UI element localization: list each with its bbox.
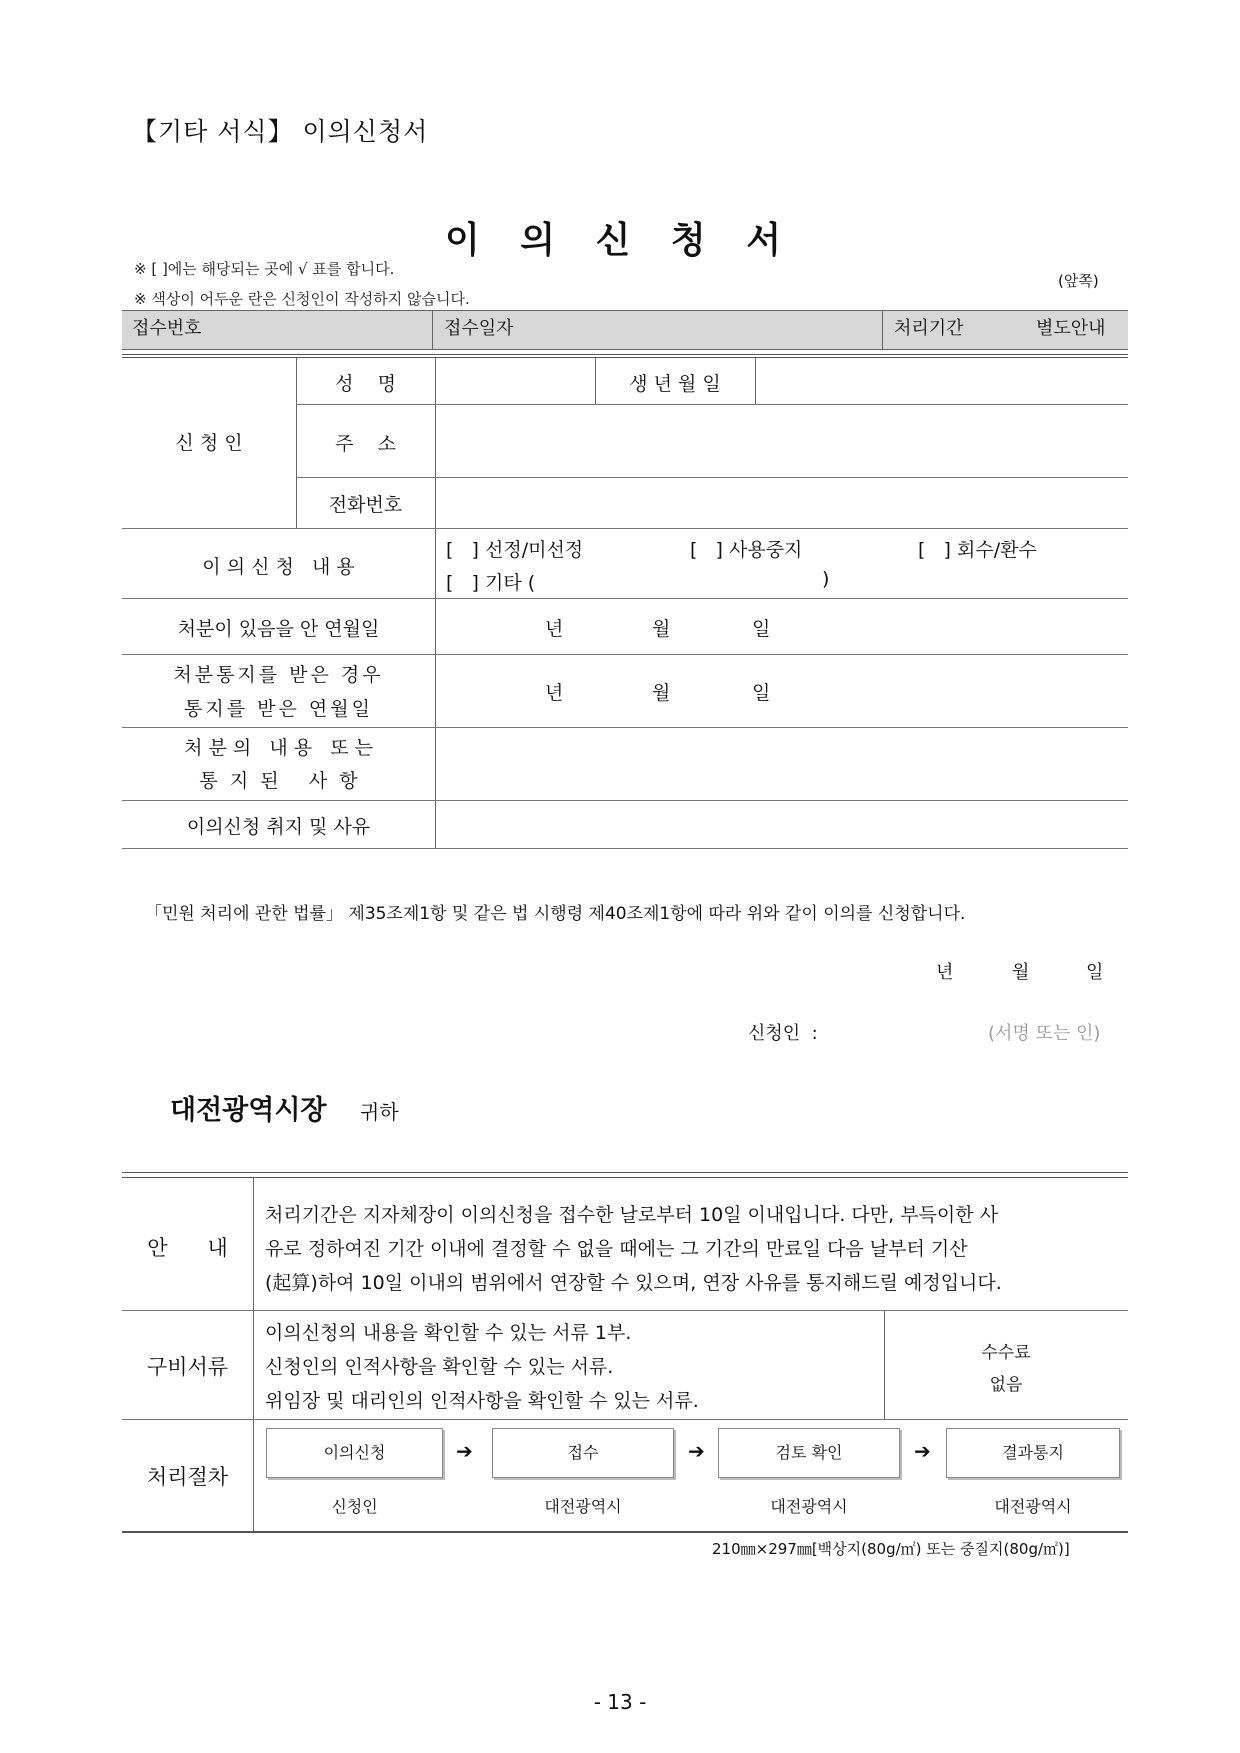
addressee-suffix: 귀하 — [360, 1100, 399, 1124]
signature-day: 일 — [1086, 962, 1104, 983]
known-date-month: 월 — [652, 618, 671, 640]
procedure-actor-2: 대전광역시 — [544, 1497, 622, 1516]
document-line-1: 이의신청의 내용을 확인할 수 있는 서류 1부. — [265, 1322, 632, 1344]
objection-content-label: 이 의 신 청 내 용 — [202, 556, 355, 578]
receipt-number-label: 접수번호 — [132, 318, 202, 339]
checkbox-recovery[interactable]: [ ] 회수/환수 — [918, 539, 1037, 561]
signature-month: 월 — [1012, 962, 1030, 983]
notified-date-day: 일 — [752, 682, 771, 704]
signature-year: 년 — [936, 962, 954, 983]
name-field[interactable] — [436, 359, 594, 403]
guide-line-1: 처리기간은 지자체장이 이의신청을 접수한 날로부터 10일 이내입니다. 다만, 부득이한 사 — [265, 1204, 999, 1226]
procedure-step-4: 결과통지 — [946, 1428, 1120, 1478]
notified-date-month: 월 — [652, 682, 671, 704]
page-side-label: (앞쪽) — [1058, 272, 1099, 290]
processing-period-label: 처리기간 — [894, 318, 964, 339]
disposition-label-line2: 통 지 된 사 항 — [199, 770, 358, 792]
receipt-date-label: 접수일자 — [444, 318, 514, 339]
guide-label: 안 내 — [147, 1236, 228, 1260]
phone-label: 전화번호 — [328, 494, 403, 516]
checkbox-selection[interactable]: [ ] 선정/미선정 — [446, 539, 584, 561]
arrow-icon: ➔ — [456, 1439, 473, 1463]
signature-hint: (서명 또는 인) — [988, 1023, 1101, 1044]
form-category-label: 【기타 서식】 이의신청서 — [132, 117, 429, 146]
other-close-paren: ) — [822, 568, 830, 590]
address-field[interactable] — [436, 405, 1126, 476]
procedure-actor-3: 대전광역시 — [770, 1497, 848, 1516]
form-title: 이 의 신 청 서 — [444, 220, 795, 261]
checkbox-suspension[interactable]: [ ] 사용중지 — [690, 539, 803, 561]
document-line-2: 신청인의 인적사항을 확인할 수 있는 서류. — [265, 1356, 614, 1378]
paper-spec: 210㎜×297㎜[백상지(80g/㎡) 또는 중질지(80g/㎡)] — [712, 1540, 1070, 1558]
name-label: 성 명 — [335, 373, 396, 395]
notified-date-label-line1: 처분통지를 받은 경우 — [173, 664, 384, 686]
addressee-name: 대전광역시장 — [170, 1095, 327, 1126]
documents-label: 구비서류 — [146, 1355, 229, 1379]
notified-date-label-line2: 통지를 받은 연월일 — [184, 698, 373, 720]
reason-field[interactable] — [436, 801, 1126, 847]
guide-line-3: (起算)하여 10일 이내의 범위에서 연장할 수 있으며, 연장 사유를 통지해드릴 예정입니다. — [265, 1272, 1002, 1294]
known-date-label: 처분이 있음을 안 연월일 — [177, 618, 380, 640]
arrow-icon: ➔ — [914, 1439, 931, 1463]
processing-period-value: 별도안내 — [1036, 318, 1106, 339]
arrow-icon: ➔ — [688, 1439, 705, 1463]
shade-note: ※ 색상이 어두운 란은 신청인이 작성하지 않습니다. — [134, 290, 470, 308]
procedure-step-1: 이의신청 — [266, 1428, 443, 1478]
procedure-step-2: 접수 — [492, 1428, 674, 1478]
disposition-label-line1: 처 분 의 내 용 또 는 — [184, 737, 373, 759]
procedure-label: 처리절차 — [146, 1465, 229, 1489]
applicant-signature-label: 신청인 : — [748, 1023, 818, 1044]
page-number: - 13 - — [593, 1690, 647, 1714]
guide-line-2: 유로 정하여진 기간 이내에 결정할 수 없을 때에는 그 기간의 만료일 다음 날부터 기산 — [265, 1238, 968, 1260]
known-date-year: 년 — [545, 618, 564, 640]
checkbox-other[interactable]: [ ] 기타 ( — [446, 572, 536, 594]
procedure-actor-4: 대전광역시 — [994, 1497, 1072, 1516]
fee-label: 수수료 — [981, 1343, 1031, 1363]
phone-field[interactable] — [436, 478, 1126, 527]
notified-date-year: 년 — [545, 682, 564, 704]
legal-statement: 「민원 처리에 관한 법률」 제35조제1항 및 같은 법 시행령 제40조제1항에 따라 위와 같이 이의를 신청합니다. — [145, 904, 966, 924]
receipt-band — [122, 310, 1128, 350]
procedure-actor-1: 신청인 — [331, 1497, 378, 1516]
document-line-3: 위임장 및 대리인의 인적사항을 확인할 수 있는 서류. — [265, 1390, 699, 1412]
address-label: 주 소 — [335, 433, 396, 455]
known-date-day: 일 — [752, 618, 771, 640]
reason-label: 이의신청 취지 및 사유 — [186, 816, 371, 838]
applicant-group-label: 신 청 인 — [175, 432, 243, 454]
checkbox-note: ※ [ ]에는 해당되는 곳에 √ 표를 합니다. — [134, 260, 395, 278]
disposition-field[interactable] — [436, 728, 1126, 799]
birth-date-label: 생 년 월 일 — [629, 373, 721, 395]
procedure-step-3: 검토 확인 — [718, 1428, 900, 1478]
fee-value: 없음 — [989, 1375, 1023, 1395]
birth-date-field[interactable] — [756, 359, 1126, 403]
